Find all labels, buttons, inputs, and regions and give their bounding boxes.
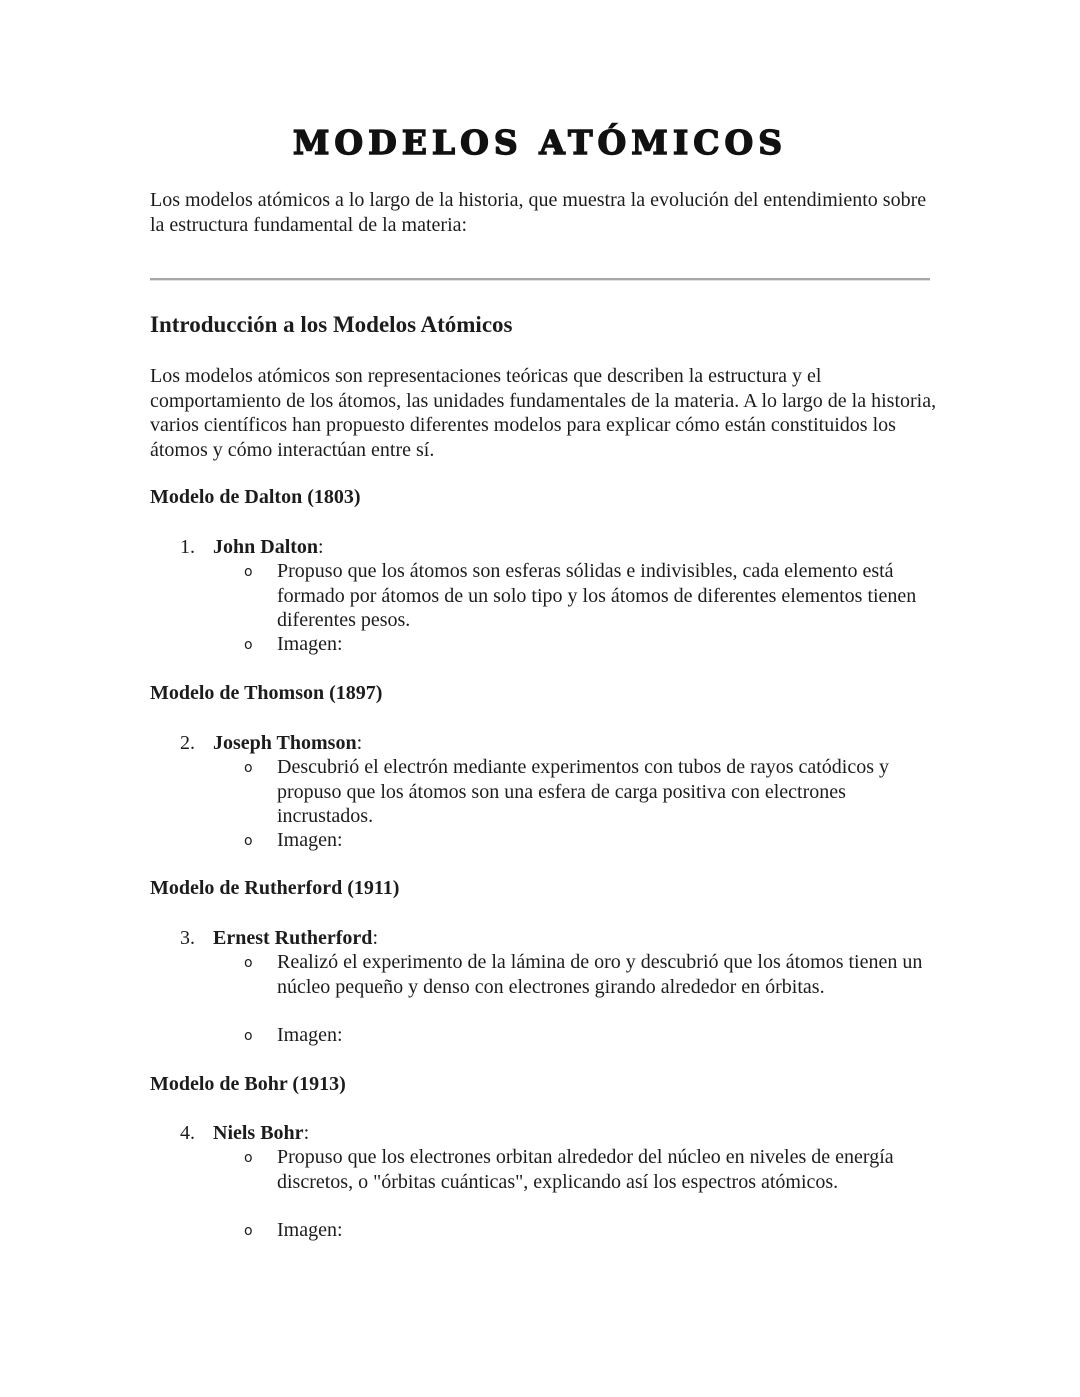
scientist-name: John Dalton (213, 536, 319, 558)
sub-item-description (244, 559, 937, 633)
bullet-marker: o (244, 637, 253, 653)
list-item-bohr (180, 1120, 309, 1146)
sub-item-description (244, 755, 937, 829)
list-colon: : (318, 536, 324, 558)
list-item-dalton (180, 534, 324, 560)
list-colon: : (303, 1122, 310, 1144)
list-number: 1. (180, 536, 195, 558)
list-item-rutherford (180, 925, 378, 951)
page-title: MODELOS ATÓMICOS (292, 123, 788, 162)
list-colon: : (356, 732, 363, 754)
bullet-marker: o (244, 955, 253, 971)
description-text: Realizó el experimento de la lámina de oro y descubrió que los átomos tienen un núcleo pequeño y denso con electrones girando alrededor en órbitas. (277, 951, 923, 998)
model-heading-thomson: Modelo de Thomson (1897) (150, 682, 383, 704)
image-label: Imagen: (277, 1024, 343, 1046)
list-number: 2. (180, 732, 195, 754)
sub-item-image (244, 632, 937, 657)
description-text: Propuso que los electrones orbitan alrededor del núcleo en niveles de energía discretos, o "órbitas cuánticas", explicando así los espectros atómicos. (277, 1146, 894, 1193)
list-item-thomson (180, 730, 362, 756)
image-label: Imagen: (277, 1219, 343, 1241)
bullet-marker: o (244, 1150, 253, 1166)
list-number: 3. (180, 927, 195, 949)
list-number: 4. (180, 1122, 195, 1144)
bullet-marker: o (244, 564, 253, 580)
section-heading: Introducción a los Modelos Atómicos (150, 312, 513, 337)
scientist-name: Ernest Rutherford (213, 927, 373, 949)
model-heading-rutherford: Modelo de Rutherford (1911) (150, 877, 400, 899)
sub-item-description (244, 1145, 937, 1194)
scientist-name: Joseph Thomson (213, 732, 357, 754)
model-heading-bohr: Modelo de Bohr (1913) (150, 1073, 346, 1095)
intro-paragraph: Los modelos atómicos a lo largo de la historia, que muestra la evolución del entendimiento sobre la estructura fundamental de la materia: (150, 189, 927, 236)
sub-item-image (244, 828, 937, 853)
description-text: Descubrió el electrón mediante experimentos con tubos de rayos catódicos y propuso que los átomos son una esfera de carga positiva con electrones incrustados. (277, 756, 890, 827)
bullet-marker: o (244, 833, 253, 849)
bullet-marker: o (244, 760, 253, 776)
bullet-marker: o (244, 1223, 253, 1239)
model-heading-dalton: Modelo de Dalton (1803) (150, 486, 361, 508)
section-paragraph: Los modelos atómicos son representaciones teóricas que describen la estructura y el comportamiento de los átomos, las unidades fundamentales de la materia. A lo largo de la historia, varios científicos han propuesto diferentes modelos para explicar cómo están constituidos los átomos y cómo interactúan entre sí. (150, 365, 937, 461)
sub-item-image (244, 1023, 937, 1048)
horizontal-divider (150, 278, 930, 281)
sub-item-image (244, 1218, 937, 1243)
list-colon: : (372, 927, 378, 949)
image-label: Imagen: (277, 633, 343, 655)
sub-item-description (244, 950, 937, 999)
image-label: Imagen: (277, 829, 343, 851)
description-text: Propuso que los átomos son esferas sólidas e indivisibles, cada elemento está formado por átomos de un solo tipo y los átomos de diferentes elementos tienen diferentes pesos. (277, 560, 917, 631)
bullet-marker: o (244, 1028, 253, 1044)
scientist-name: Niels Bohr (213, 1122, 304, 1144)
